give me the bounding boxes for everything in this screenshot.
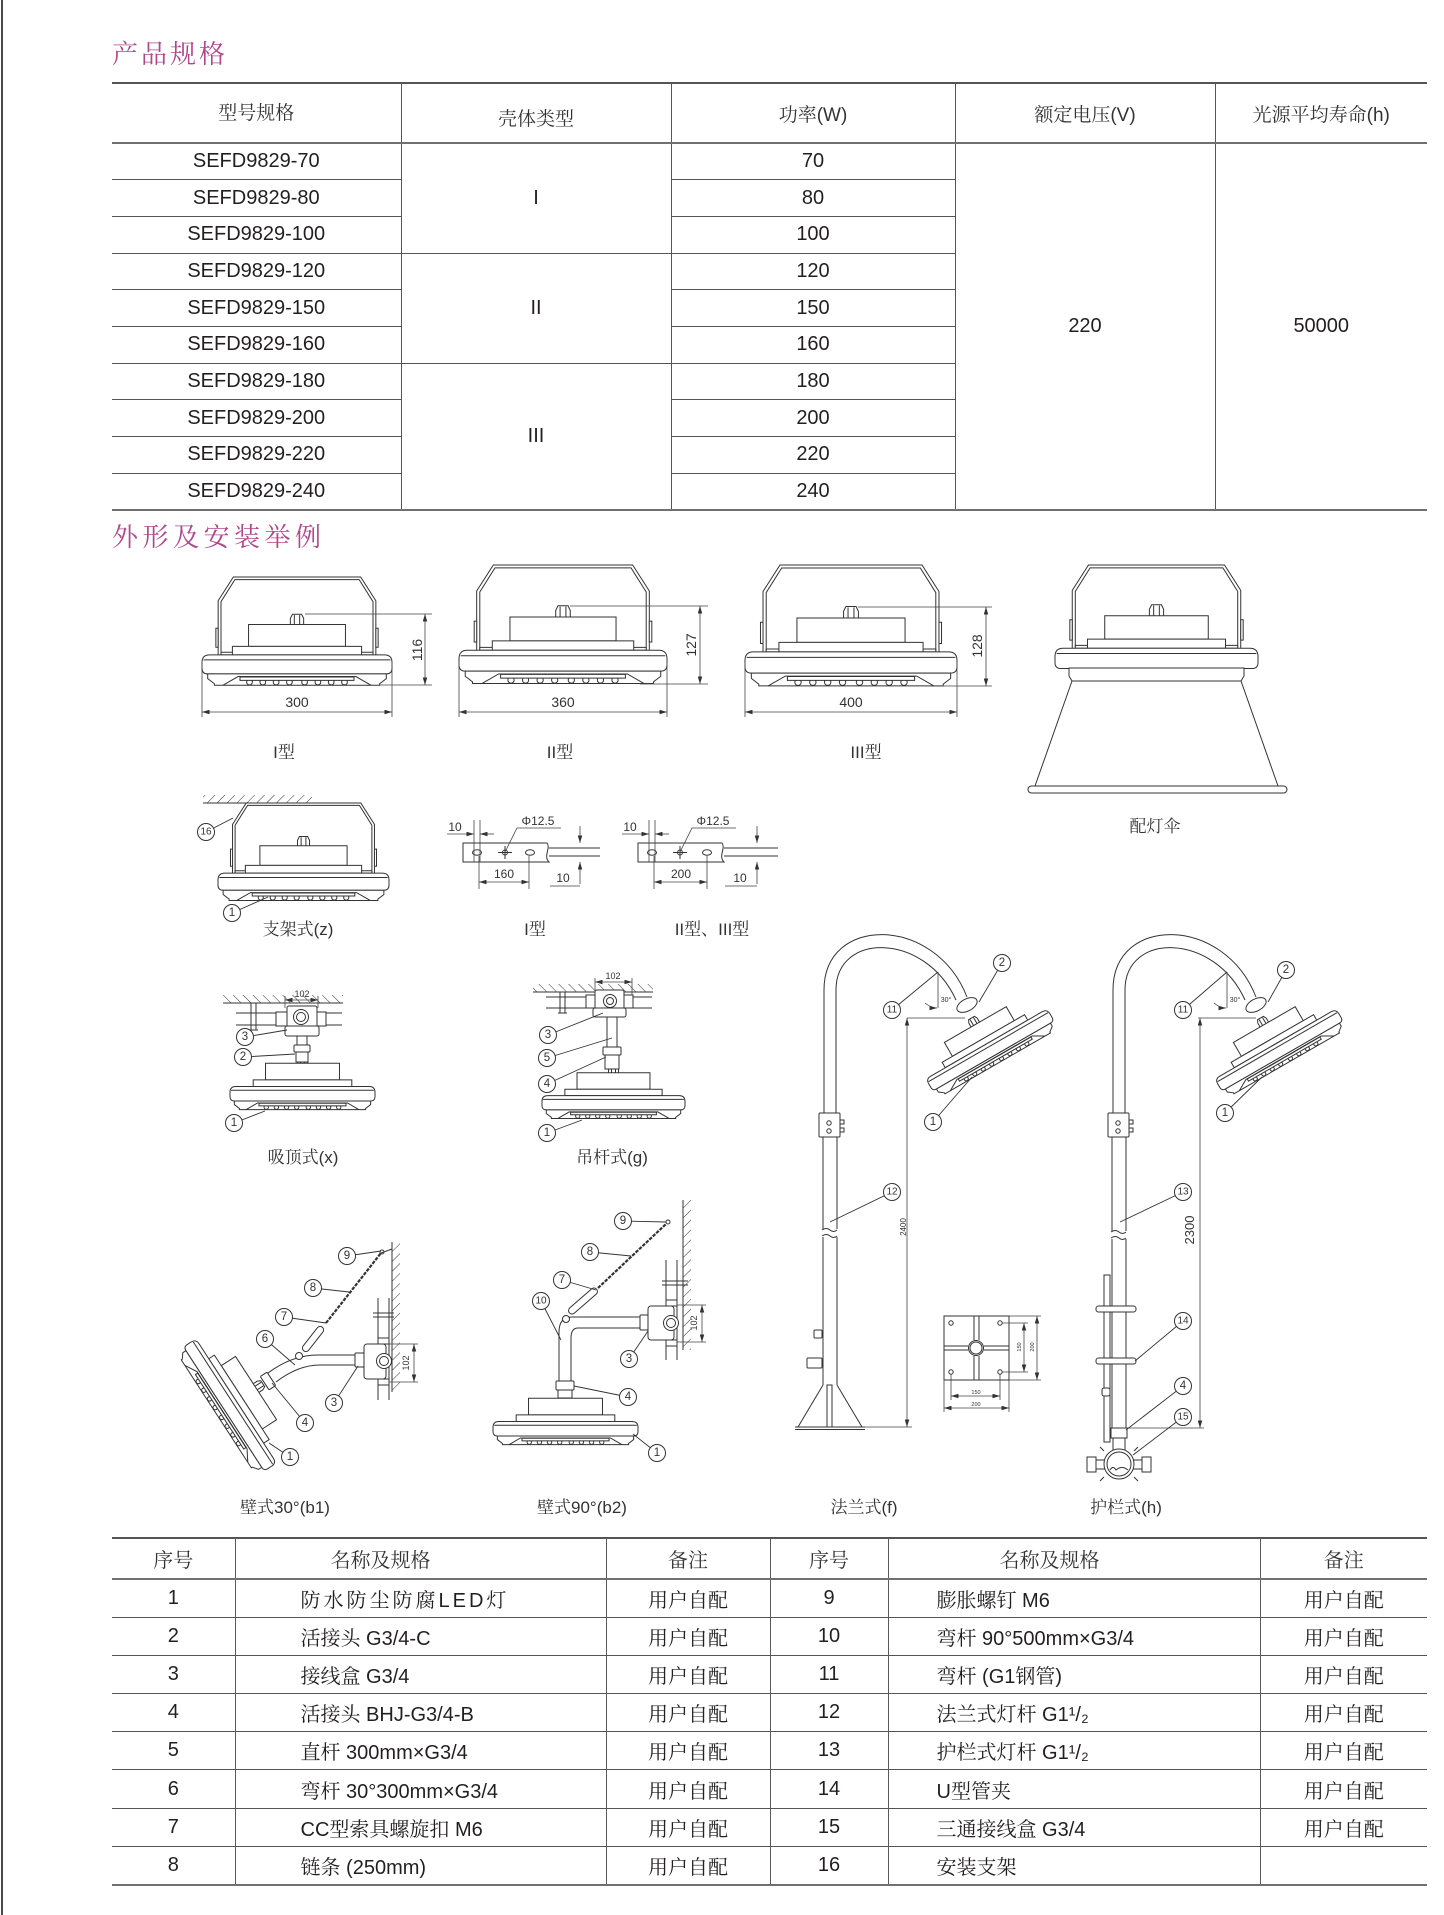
part-no: 13 xyxy=(770,1732,888,1770)
part-note: 用户自配 xyxy=(1260,1617,1427,1655)
model-cell: SEFD9829-160 xyxy=(112,326,401,363)
turnbuckle xyxy=(567,1287,599,1316)
svg-text:1: 1 xyxy=(653,1447,661,1459)
svg-text:1: 1 xyxy=(543,1127,551,1139)
model-cell: SEFD9829-100 xyxy=(112,216,401,253)
figure-wall-mount-90 xyxy=(493,1200,706,1517)
svg-text:3: 3 xyxy=(625,1353,633,1365)
part-name: U型管夹 xyxy=(888,1770,1260,1808)
model-cell: SEFD9829-200 xyxy=(112,400,401,437)
box-dimension: 102 xyxy=(294,989,310,999)
callout-1 xyxy=(282,1449,299,1466)
part-note: 用户自配 xyxy=(1260,1655,1427,1693)
header-housing: 壳体类型 xyxy=(401,83,671,143)
svg-text:1: 1 xyxy=(1221,1107,1229,1119)
part-name: 三通接线盒 G3/4 xyxy=(888,1808,1260,1846)
hole-spacing: 200 xyxy=(670,867,692,881)
height-dimension: 116 xyxy=(409,638,425,662)
part-no: 14 xyxy=(770,1770,888,1808)
callout-4 xyxy=(1175,1378,1192,1395)
part-name: 膨胀螺钉 M6 xyxy=(888,1579,1260,1617)
figure-label: I型 xyxy=(524,920,546,939)
part-no: 8 xyxy=(112,1846,235,1884)
three-way-junction-box xyxy=(1104,1449,1134,1479)
height-dimension: 2300 xyxy=(1182,1215,1197,1245)
pipe-clamp xyxy=(249,1003,258,1030)
union-fitting xyxy=(954,995,979,1016)
part-note: 用户自配 xyxy=(606,1694,770,1732)
svg-text:1: 1 xyxy=(929,1116,937,1128)
header-voltage: 额定电压(V) xyxy=(955,83,1215,143)
header-model: 型号规格 xyxy=(112,83,401,143)
header-name: 名称及规格 xyxy=(888,1538,1260,1579)
parts-header-row xyxy=(112,1538,1427,1579)
flange-base-plate xyxy=(944,1316,1041,1412)
height-dimension: 128 xyxy=(969,634,985,658)
voltage-cell: 220 xyxy=(955,143,1215,510)
plate-size-v: 200 xyxy=(1030,1342,1036,1352)
turnbuckle xyxy=(301,1325,325,1353)
power-cell: 150 xyxy=(671,290,955,327)
u-clamp xyxy=(1096,1358,1136,1364)
svg-text:12: 12 xyxy=(886,1186,898,1198)
part-name: 防水防尘防腐LED灯 xyxy=(235,1579,606,1617)
box-dimension: 102 xyxy=(605,971,621,981)
callout-3 xyxy=(237,1029,254,1046)
part-note: 用户自配 xyxy=(1260,1770,1427,1808)
model-cell: SEFD9829-80 xyxy=(112,180,401,217)
callout-6 xyxy=(257,1331,274,1348)
figure-label: III型 xyxy=(850,743,882,762)
table-row xyxy=(112,1694,1427,1732)
part-no: 9 xyxy=(770,1579,888,1617)
part-note: 用户自配 xyxy=(606,1808,770,1846)
svg-text:1: 1 xyxy=(286,1451,294,1463)
bent-arm xyxy=(268,1355,364,1382)
power-cell: 180 xyxy=(671,363,955,400)
figure-label: I型 xyxy=(273,743,295,762)
svg-text:16: 16 xyxy=(200,826,212,838)
table-row xyxy=(112,1732,1427,1770)
model-cell: SEFD9829-150 xyxy=(112,290,401,327)
tilted-lamp xyxy=(1200,983,1347,1098)
expansion-bolt xyxy=(666,1220,670,1224)
figure-label: 壁式90°(b2) xyxy=(537,1498,627,1517)
callout-2 xyxy=(994,955,1011,972)
callout-2 xyxy=(1278,962,1295,979)
svg-text:14: 14 xyxy=(1177,1315,1189,1327)
svg-text:1: 1 xyxy=(230,1117,238,1129)
part-note: 用户自配 xyxy=(1260,1732,1427,1770)
part-name: 弯杆 30°300mm×G3/4 xyxy=(235,1770,606,1808)
header-power: 功率(W) xyxy=(671,83,955,143)
section-title-specs: 产品规格 xyxy=(112,39,229,69)
offset-dimension: 10 xyxy=(623,820,637,834)
part-note: 用户自配 xyxy=(606,1846,770,1884)
width-dimension: 300 xyxy=(285,694,309,710)
width-dimension: 360 xyxy=(551,694,575,710)
figure-wall-mount-30 xyxy=(176,1242,418,1517)
width-dimension: 400 xyxy=(839,694,863,710)
svg-text:6: 6 xyxy=(261,1333,269,1345)
part-no: 3 xyxy=(112,1655,235,1693)
part-no: 7 xyxy=(112,1808,235,1846)
header-no: 序号 xyxy=(770,1538,888,1579)
housing-cell: III xyxy=(401,363,671,510)
figure-bracket-mount xyxy=(198,795,390,939)
callout-4 xyxy=(297,1415,314,1432)
callout-3 xyxy=(540,1027,557,1044)
hole-diameter: Φ12.5 xyxy=(521,814,555,828)
model-cell: SEFD9829-240 xyxy=(112,473,401,510)
junction-box-hub xyxy=(276,1012,287,1026)
callout-1 xyxy=(1217,1105,1234,1122)
figure-label: 法兰式(f) xyxy=(830,1498,898,1517)
power-cell: 100 xyxy=(671,216,955,253)
svg-text:8: 8 xyxy=(309,1282,317,1294)
box-dimension: 102 xyxy=(689,1315,699,1331)
lamp-housing xyxy=(542,1065,685,1110)
callout-8 xyxy=(305,1280,322,1297)
plate-size-h: 200 xyxy=(971,1402,981,1408)
header-note: 备注 xyxy=(606,1538,770,1579)
callout-11 xyxy=(884,1002,901,1019)
tilted-lamp xyxy=(911,983,1058,1098)
part-name: 弯杆 90°500mm×G3/4 xyxy=(888,1617,1260,1655)
hole-diameter: Φ12.5 xyxy=(696,814,730,828)
table-row xyxy=(112,1655,1427,1693)
figure-ceiling-mount xyxy=(223,989,375,1167)
callout-4 xyxy=(539,1076,556,1093)
chain xyxy=(326,1253,381,1323)
part-note: 用户自配 xyxy=(1260,1579,1427,1617)
callout-1 xyxy=(226,1115,243,1132)
svg-text:4: 4 xyxy=(624,1391,632,1403)
lamp-led-panel xyxy=(497,1436,633,1445)
figure-label: 壁式30°(b1) xyxy=(240,1498,330,1517)
chain xyxy=(598,1224,666,1288)
section-title-installation: 外形及安装举例 xyxy=(112,522,326,552)
part-note: 用户自配 xyxy=(606,1655,770,1693)
part-no: 2 xyxy=(112,1617,235,1655)
union-fitting xyxy=(1243,995,1268,1016)
part-note: 用户自配 xyxy=(606,1770,770,1808)
callout-4 xyxy=(620,1389,637,1406)
callout-11 xyxy=(1175,1002,1192,1019)
svg-text:7: 7 xyxy=(558,1274,566,1286)
model-cell: SEFD9829-180 xyxy=(112,363,401,400)
table-row xyxy=(112,1808,1427,1846)
lamp-housing xyxy=(202,614,392,674)
part-no: 4 xyxy=(112,1694,235,1732)
figure-bracket-plate-ii-iii xyxy=(622,814,778,939)
part-name: 法兰式灯杆 G1¹/₂ xyxy=(888,1694,1260,1732)
straight-rod xyxy=(607,1017,617,1047)
svg-text:4: 4 xyxy=(301,1417,309,1429)
parts-table xyxy=(112,1537,1427,1886)
height-dimension: 2400 xyxy=(899,1218,908,1236)
power-cell: 200 xyxy=(671,400,955,437)
svg-text:15: 15 xyxy=(1177,1411,1189,1423)
callout-9 xyxy=(339,1248,356,1265)
bracket-arm xyxy=(724,848,778,856)
figure-label: II型、III型 xyxy=(674,920,750,939)
housing-cell: II xyxy=(401,253,671,363)
lamp-led-panel xyxy=(751,673,950,686)
header-note: 备注 xyxy=(1260,1538,1427,1579)
table-row xyxy=(112,1579,1427,1617)
thickness-dimension: 10 xyxy=(733,871,747,885)
callout-14 xyxy=(1175,1313,1192,1330)
figure-label: 配灯伞 xyxy=(1129,817,1181,836)
union-fitting xyxy=(556,1381,574,1390)
svg-text:4: 4 xyxy=(1179,1380,1187,1392)
svg-text:3: 3 xyxy=(330,1397,338,1409)
figure-flange-pole xyxy=(795,935,1058,1517)
bracket-arm xyxy=(549,848,600,856)
power-cell: 70 xyxy=(671,143,955,180)
callout-10 xyxy=(533,1293,550,1310)
bend-angle: 30° xyxy=(1229,997,1241,1004)
header-no: 序号 xyxy=(112,1538,235,1579)
power-cell: 240 xyxy=(671,473,955,510)
figure-label: 支架式(z) xyxy=(262,920,334,939)
callout-3 xyxy=(621,1351,638,1368)
callout-8 xyxy=(582,1244,599,1261)
part-name: 安装支架 xyxy=(888,1846,1260,1884)
figure-label: 吸顶式(x) xyxy=(267,1148,339,1167)
height-dimension: 127 xyxy=(683,633,699,657)
figure-bracket-plate-i xyxy=(447,814,600,939)
part-note: 用户自配 xyxy=(606,1732,770,1770)
svg-text:3: 3 xyxy=(241,1031,249,1043)
model-cell: SEFD9829-220 xyxy=(112,437,401,474)
lamp-housing xyxy=(1055,605,1258,669)
part-no: 11 xyxy=(770,1655,888,1693)
svg-text:3: 3 xyxy=(544,1029,552,1041)
ceiling-hatch xyxy=(533,984,653,992)
figure-type-i xyxy=(202,577,432,762)
figure-type-ii xyxy=(459,565,708,762)
callout-3 xyxy=(326,1395,343,1412)
lamp-led-panel xyxy=(234,1101,370,1110)
model-cell: SEFD9829-70 xyxy=(112,143,401,180)
part-no: 12 xyxy=(770,1694,888,1732)
power-cell: 220 xyxy=(671,437,955,474)
callout-7 xyxy=(276,1309,293,1326)
bend-angle: 30° xyxy=(940,997,952,1004)
callout-13 xyxy=(1175,1184,1192,1201)
pole xyxy=(823,1137,837,1385)
box-dimension: 102 xyxy=(401,1355,411,1371)
svg-text:1: 1 xyxy=(228,907,236,919)
svg-text:2: 2 xyxy=(1282,964,1290,976)
callout-9 xyxy=(615,1213,632,1230)
header-name: 名称及规格 xyxy=(235,1538,606,1579)
callout-1 xyxy=(224,905,241,922)
callout-1 xyxy=(649,1445,666,1462)
part-name: 护栏式灯杆 G1¹/₂ xyxy=(888,1732,1260,1770)
figure-label: II型 xyxy=(546,743,574,762)
callout-1 xyxy=(539,1125,556,1142)
hole-spacing-h: 150 xyxy=(971,1390,981,1396)
part-no: 1 xyxy=(112,1579,235,1617)
figure-pendant-mount xyxy=(533,971,685,1167)
figure-label: 吊杆式(g) xyxy=(576,1148,648,1167)
svg-text:11: 11 xyxy=(1177,1004,1189,1016)
union-fitting xyxy=(1111,1428,1127,1438)
part-no: 10 xyxy=(770,1617,888,1655)
lamp-housing xyxy=(218,837,389,891)
callout-7 xyxy=(554,1272,571,1289)
lamp-housing xyxy=(745,607,957,674)
svg-text:4: 4 xyxy=(543,1078,551,1090)
svg-text:9: 9 xyxy=(619,1215,627,1227)
part-name: 链条 (250mm) xyxy=(235,1846,606,1884)
svg-text:5: 5 xyxy=(543,1052,551,1064)
union-fitting xyxy=(603,1047,621,1055)
part-no: 5 xyxy=(112,1732,235,1770)
svg-text:13: 13 xyxy=(1177,1186,1189,1198)
ceiling-hatch xyxy=(203,795,312,803)
callout-1 xyxy=(925,1114,942,1131)
callout-16 xyxy=(198,824,215,841)
figure-guardrail-pole xyxy=(1087,935,1347,1517)
part-no: 6 xyxy=(112,1770,235,1808)
svg-text:9: 9 xyxy=(343,1250,351,1262)
table-row xyxy=(112,1770,1427,1808)
lamp-housing xyxy=(459,606,667,671)
part-name: 直杆 300mm×G3/4 xyxy=(235,1732,606,1770)
thickness-dimension: 10 xyxy=(556,871,570,885)
callout-15 xyxy=(1175,1409,1192,1426)
svg-text:11: 11 xyxy=(886,1004,898,1016)
pole xyxy=(1112,1137,1126,1428)
svg-text:10: 10 xyxy=(535,1295,547,1307)
lamp-led-panel xyxy=(465,671,661,683)
pipe-clamp xyxy=(558,992,567,1013)
part-no: 15 xyxy=(770,1808,888,1846)
shade-rim xyxy=(1028,786,1287,793)
part-note: 用户自配 xyxy=(1260,1808,1427,1846)
svg-text:2: 2 xyxy=(998,957,1006,969)
part-note: 用户自配 xyxy=(606,1617,770,1655)
part-note: 用户自配 xyxy=(606,1579,770,1617)
part-note xyxy=(1260,1846,1427,1884)
part-name: 活接头 G3/4-C xyxy=(235,1617,606,1655)
model-cell: SEFD9829-120 xyxy=(112,253,401,290)
lamp-led-panel xyxy=(546,1110,680,1119)
svg-text:7: 7 xyxy=(280,1311,288,1323)
part-note: 用户自配 xyxy=(1260,1694,1427,1732)
power-cell: 160 xyxy=(671,326,955,363)
power-cell: 120 xyxy=(671,253,955,290)
housing-cell: I xyxy=(401,143,671,253)
shade-cone xyxy=(1035,681,1278,786)
lamp-led-panel xyxy=(208,674,387,685)
callout-5 xyxy=(539,1050,556,1067)
hole-spacing: 160 xyxy=(493,867,515,881)
lifetime-cell: 50000 xyxy=(1215,143,1427,510)
lamp-led-panel xyxy=(223,890,384,900)
offset-dimension: 10 xyxy=(448,820,462,834)
part-no: 16 xyxy=(770,1846,888,1884)
part-name: 弯杆 (G1钢管) xyxy=(888,1655,1260,1693)
figure-label: 护栏式(h) xyxy=(1090,1498,1162,1517)
part-name: CC型索具螺旋扣 M6 xyxy=(235,1808,606,1846)
power-cell: 80 xyxy=(671,180,955,217)
callout-2 xyxy=(235,1049,252,1066)
shade-neck xyxy=(1069,668,1244,681)
hole-spacing-v: 150 xyxy=(1017,1342,1023,1352)
bent-arm-90 xyxy=(559,1317,648,1381)
svg-text:2: 2 xyxy=(239,1051,247,1063)
figure-lamp-shade xyxy=(1028,565,1287,836)
table-row xyxy=(112,1846,1427,1884)
callout-12 xyxy=(884,1184,901,1201)
svg-text:8: 8 xyxy=(586,1246,594,1258)
header-lifetime: 光源平均寿命(h) xyxy=(1215,83,1427,143)
part-name: 活接头 BHJ-G3/4-B xyxy=(235,1694,606,1732)
part-name: 接线盒 G3/4 xyxy=(235,1655,606,1693)
table-row xyxy=(112,1617,1427,1655)
union-fitting xyxy=(294,1045,310,1052)
ceiling-hatch xyxy=(223,995,343,1003)
figure-type-iii xyxy=(745,565,992,762)
u-clamp xyxy=(1096,1306,1136,1312)
